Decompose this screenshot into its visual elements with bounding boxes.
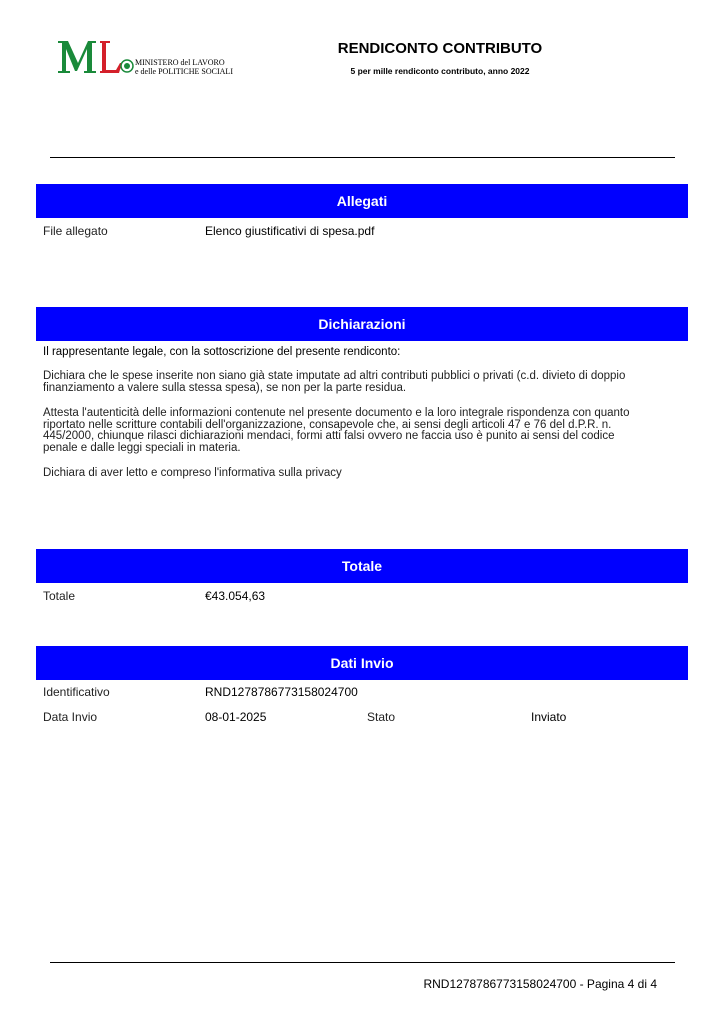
ministry-line1: MINISTERO del LAVORO [135,58,225,67]
declaration-line: finanziamento a valere sulla stessa spesa), se non per la parte residua. [43,381,407,394]
send-date-label: Data Invio [43,710,98,724]
ml-monogram-icon [56,37,136,77]
declaration-intro: Il rappresentante legale, con la sottoscrizione del presente rendiconto: [43,346,401,358]
declaration-line: 445/2000, chiunque rilasci dichiarazioni mendaci, formi atti falsi ovvero ne faccia uso è punito ai sensi del codice [43,430,615,442]
section-header-dichiarazioni: Dichiarazioni [36,307,688,341]
document-subtitle: 5 per mille rendiconto contributo, anno 2022 [350,66,530,76]
document-title: RENDICONTO CONTRIBUTO [337,40,543,57]
declaration-paragraph: Dichiara di aver letto e compreso l'informativa sulla privacy [43,467,342,479]
status-value: Inviato [531,710,567,724]
file-link[interactable]: Elenco giustificativi di spesa.pdf [205,224,375,238]
status-label: Stato [367,710,396,724]
page-footer: RND1278786773158024700 - Pagina 4 di 4 [423,977,657,991]
total-label: Totale [43,589,76,603]
declaration-line: Dichiara che le spese inserite non siano già state imputate ad altri contributi pubblici o privati (c.d. divieto di doppio [43,370,626,382]
send-date-value: 08-01-2025 [205,710,267,724]
total-value: €43.054,63 [205,589,266,603]
section-header-totale: Totale [36,549,688,583]
section-header-dati-invio: Dati Invio [36,646,688,680]
ministry-line2: e delle POLITICHE SOCIALI [135,67,233,76]
identifier-value: RND1278786773158024700 [205,685,358,699]
declaration-line: Attesta l'autenticità delle informazioni contenute nel presente documento e la loro integrale rispondenza con quanto [43,407,630,419]
identifier-label: Identificativo [43,685,110,699]
section-header-allegati: Allegati [36,184,688,218]
declaration-line: penale e dalle leggi speciali in materia. [43,441,241,454]
header-divider [50,157,675,158]
declaration-line: riportato nelle scritture contabili dell'organizzazione, consapevole che, ai sensi degli articoli 47 e 76 del d.P.R. n. [43,418,612,431]
declaration-paragraph [43,371,683,394]
file-label: File allegato [43,224,108,238]
declaration-paragraph [43,408,683,454]
footer-divider [50,962,675,963]
ministry-name [135,58,233,76]
